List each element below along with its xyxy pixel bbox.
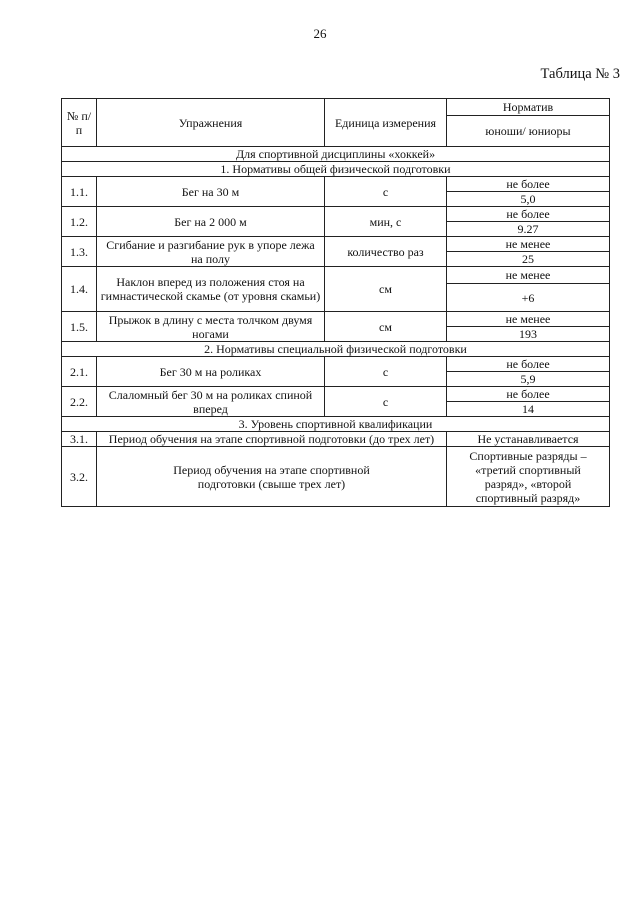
row-value: 25 (447, 252, 610, 267)
row-value: 9.27 (447, 222, 610, 237)
row-condition: не более (447, 207, 610, 222)
section-row (62, 162, 610, 177)
table-caption: Таблица № 3 (540, 66, 620, 82)
header-unit: Единица измерения (325, 99, 447, 147)
row-unit: количество раз (325, 237, 447, 267)
row-value: 5,9 (447, 372, 610, 387)
row-exercise: Период обучения на этапе спортивной подготовки (свыше трех лет) (97, 447, 447, 507)
header-group: юноши/ юниоры (447, 116, 610, 147)
header-num: № п/п (62, 99, 97, 147)
row-exercise: Бег на 2 000 м (97, 207, 325, 237)
row-unit: с (325, 177, 447, 207)
page-number: 26 (313, 26, 327, 41)
table-row (62, 387, 610, 402)
section-row (62, 417, 610, 432)
row-value: 5,0 (447, 192, 610, 207)
row-exercise: Прыжок в длину с места толчком двумя ногами (97, 312, 325, 342)
row-num: 2.1. (62, 357, 97, 387)
discipline-title: Для спортивной дисциплины «хоккей» (62, 147, 610, 162)
table-row (62, 267, 610, 284)
table-row (62, 312, 610, 327)
row-condition: не более (447, 177, 610, 192)
section-2-title: 2. Нормативы специальной физической подготовки (62, 342, 610, 357)
row-exercise: Слаломный бег 30 м на роликах спиной вперед (97, 387, 325, 417)
row-condition: не менее (447, 312, 610, 327)
row-value: Спортивные разряды – «третий спортивный разряд», «второй спортивный разряд» (447, 447, 610, 507)
table-row (62, 177, 610, 192)
row-num: 1.2. (62, 207, 97, 237)
row-unit: см (325, 312, 447, 342)
row-exercise: Бег 30 м на роликах (97, 357, 325, 387)
header-exercise: Упражнения (97, 99, 325, 147)
row-unit: с (325, 357, 447, 387)
table-row (62, 432, 610, 447)
table-row (62, 357, 610, 372)
row-unit: см (325, 267, 447, 312)
row-value: 14 (447, 402, 610, 417)
norms-table (61, 98, 610, 507)
row-unit: с (325, 387, 447, 417)
row-exercise: Бег на 30 м (97, 177, 325, 207)
discipline-row (62, 147, 610, 162)
row-num: 1.3. (62, 237, 97, 267)
row-exercise: Наклон вперед из положения стоя на гимнастической скамье (от уровня скамьи) (97, 267, 325, 312)
row-exercise: Период обучения на этапе спортивной подготовки (до трех лет) (97, 432, 447, 447)
row-value: 193 (447, 327, 610, 342)
row-num: 2.2. (62, 387, 97, 417)
row-value: Не устанавливается (447, 432, 610, 447)
row-unit: мин, с (325, 207, 447, 237)
header-norm: Норматив (447, 99, 610, 116)
row-condition: не менее (447, 267, 610, 284)
row-value: +6 (447, 284, 610, 312)
row-num: 1.1. (62, 177, 97, 207)
section-row (62, 342, 610, 357)
row-num: 1.5. (62, 312, 97, 342)
row-num: 1.4. (62, 267, 97, 312)
row-condition: не более (447, 387, 610, 402)
section-1-title: 1. Нормативы общей физической подготовки (62, 162, 610, 177)
row-num: 3.2. (62, 447, 97, 507)
row-exercise: Сгибание и разгибание рук в упоре лежа на полу (97, 237, 325, 267)
row-condition: не менее (447, 237, 610, 252)
section-3-title: 3. Уровень спортивной квалификации (62, 417, 610, 432)
row-condition: не более (447, 357, 610, 372)
table-row (62, 207, 610, 222)
row-num: 3.1. (62, 432, 97, 447)
table-row (62, 237, 610, 252)
header-row (62, 99, 610, 116)
table-row (62, 447, 610, 507)
